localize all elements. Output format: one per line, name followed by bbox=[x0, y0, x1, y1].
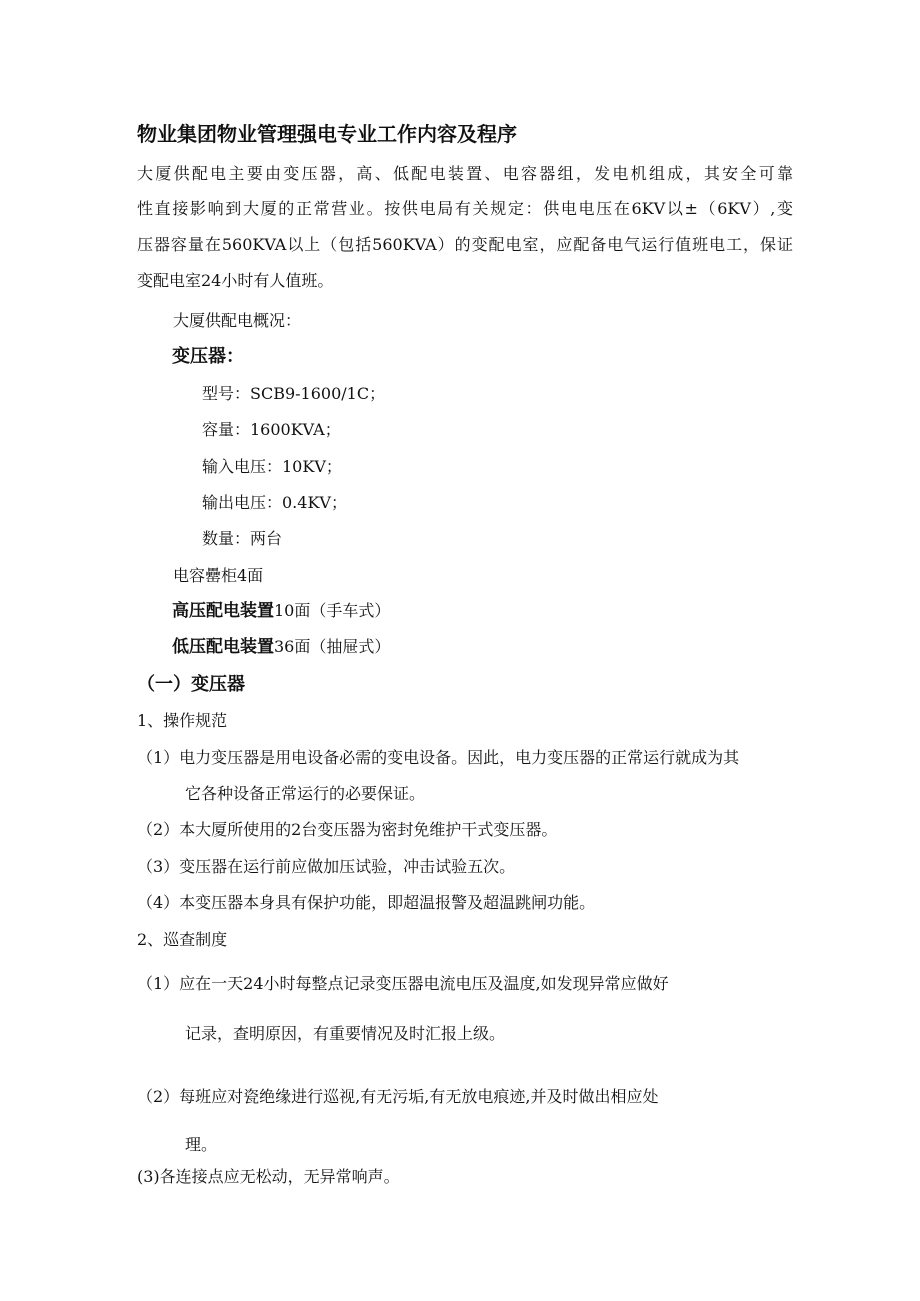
hv-detail: 10面（手车式） bbox=[274, 601, 391, 620]
patrol-item-2-cont: 理。 bbox=[185, 1135, 218, 1154]
intro-line-1: 大厦供配电主要由变压器，高、低配电装置、电容器组，发电机组成，其安全可靠 bbox=[137, 164, 793, 183]
capacitor-cabinet: 电容罍柜4面 bbox=[173, 566, 264, 585]
hv-switchgear bbox=[172, 601, 390, 621]
spec-quantity: 数量：两台 bbox=[202, 529, 283, 548]
lv-detail: 36面（抽屉式） bbox=[274, 637, 391, 656]
ops-item-4: （4）本变压器本身具有保护功能，即超温报警及超温跳闸功能。 bbox=[137, 893, 596, 912]
spec-output-voltage: 输出电压：0.4KV； bbox=[202, 493, 347, 512]
overview-heading: 大厦供配电概况： bbox=[173, 311, 302, 330]
ops-item-1-cont: 它各种设备正常运行的必要保证。 bbox=[185, 784, 426, 803]
patrol-item-2: （2）每班应对瓷绝缘进行巡视,有无污垢,有无放电痕迹,并及时做出相应处 bbox=[137, 1087, 659, 1106]
ops-item-1: （1）电力变压器是用电设备必需的变电设备。因此，电力变压器的正常运行就成为其 bbox=[137, 748, 740, 767]
lv-label: 低压配电装置 bbox=[172, 637, 274, 657]
intro-line-2: 性直接影响到大厦的正常营业。按供电局有关规定：供电电压在6KV以±（6KV）,变 bbox=[137, 199, 793, 218]
spec-model: 型号：SCB9-1600/1C； bbox=[202, 384, 386, 403]
intro-line-3: 压器容量在560KVA以上（包括560KVA）的变配电室，应配备电气运行值班电工，保证 bbox=[137, 235, 793, 254]
ops-item-3: （3）变压器在运行前应做加压试验，冲击试验五次。 bbox=[137, 857, 516, 876]
section-1-heading: （一）变压器 bbox=[137, 674, 245, 695]
patrol-item-1-cont: 记录，查明原因，有重要情况及时汇报上级。 bbox=[185, 1024, 506, 1043]
patrol-item-3: (3)各连接点应无松动，无异常响声。 bbox=[137, 1167, 400, 1186]
document-title: 物业集团物业管理强电专业工作内容及程序 bbox=[137, 122, 517, 146]
hv-label: 高压配电装置 bbox=[172, 601, 274, 621]
spec-capacity: 容量：1600KVA； bbox=[202, 420, 341, 439]
lv-switchgear bbox=[172, 637, 390, 657]
transformer-heading: 变压器： bbox=[172, 346, 244, 367]
intro-line-4: 变配电室24小时有人值班。 bbox=[137, 271, 334, 290]
spec-input-voltage: 输入电压：10KV； bbox=[202, 457, 342, 476]
ops-item-2: （2）本大厦所使用的2台变压器为密封免维护干式变压器。 bbox=[137, 820, 558, 839]
patrol-item-1: （1）应在一天24小时每整点记录变压器电流电压及温度,如发现异常应做好 bbox=[137, 974, 669, 993]
patrol-heading: 2、巡查制度 bbox=[137, 930, 228, 949]
ops-heading: 1、操作规范 bbox=[137, 711, 228, 730]
